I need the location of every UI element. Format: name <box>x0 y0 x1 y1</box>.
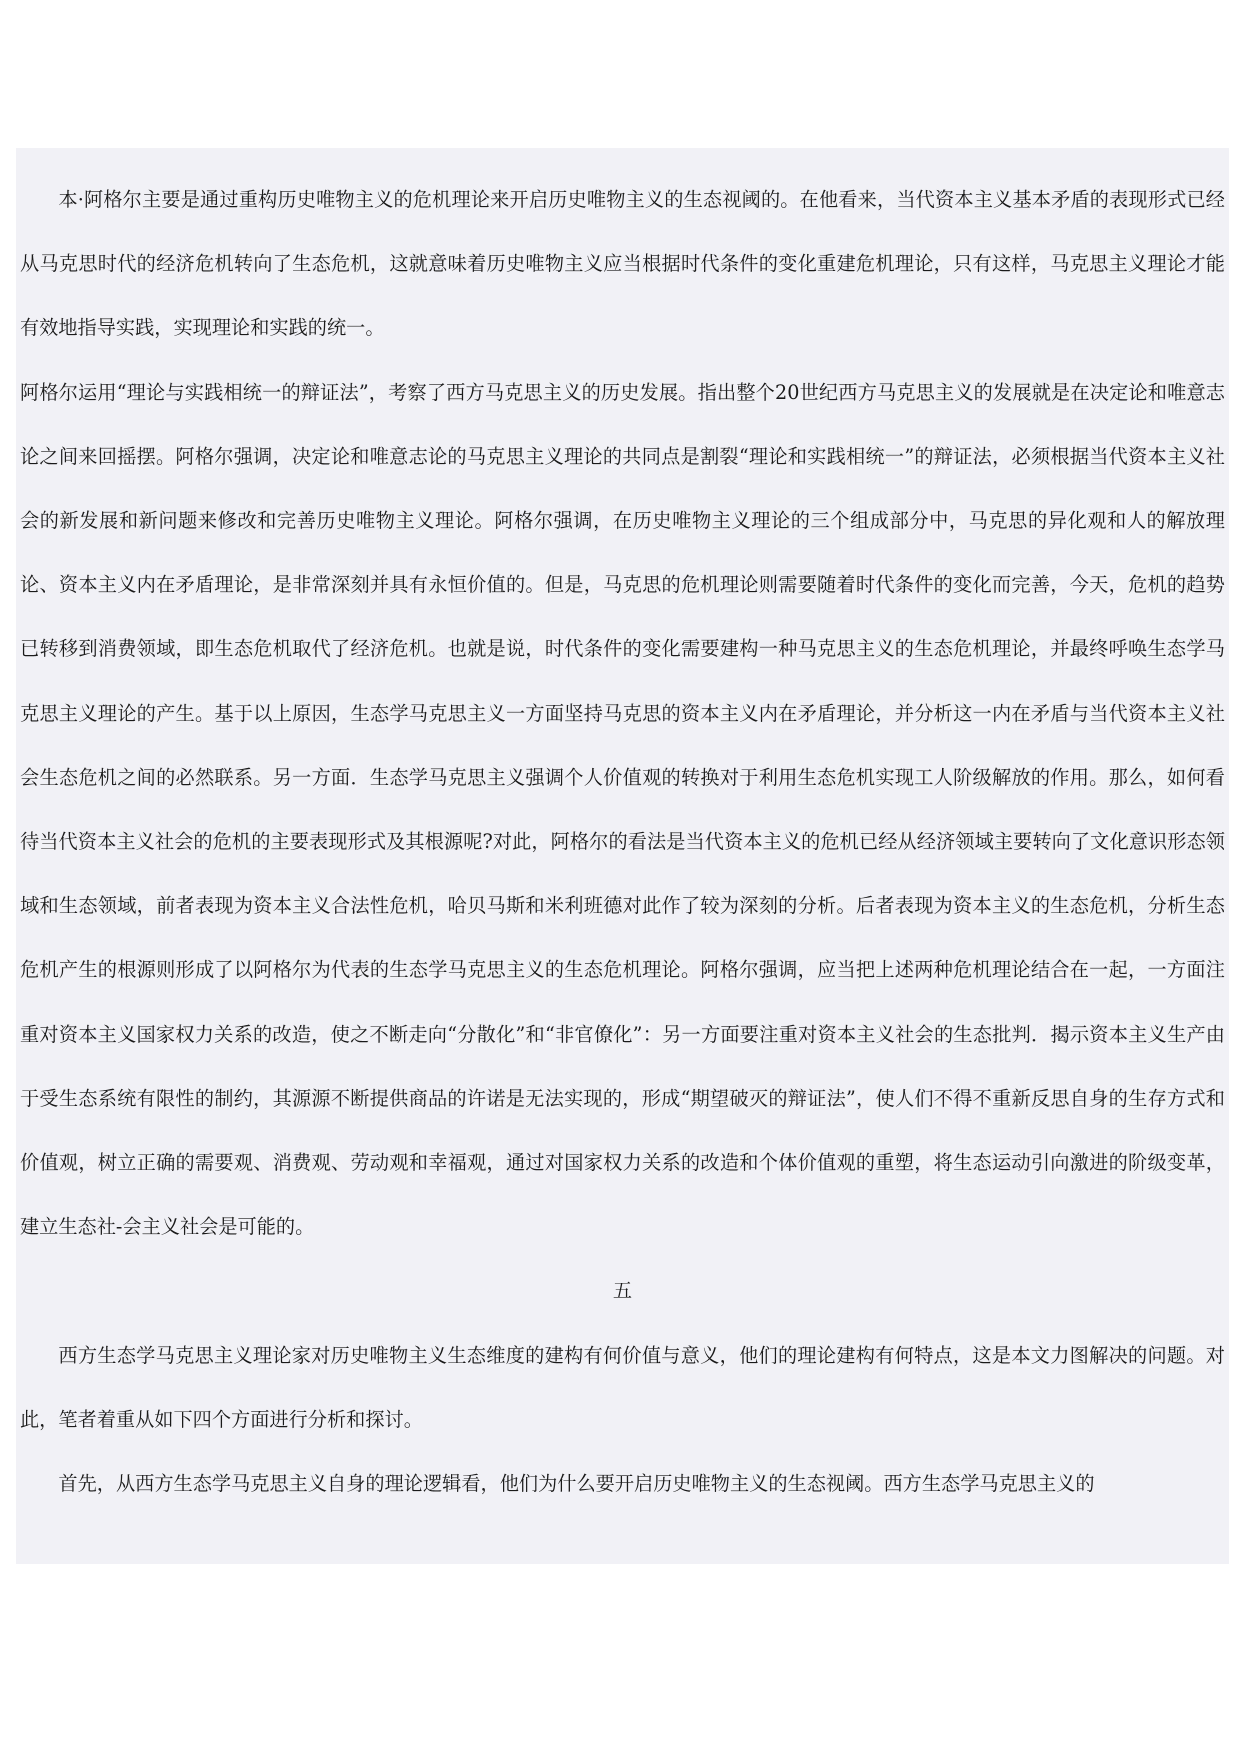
paragraph-2: 阿格尔运用“理论与实践相统一的辩证法”，考察了西方马克思主义的历史发展。指出整个20世纪西方马克思主义的发展就是在决定论和唯意志论之间来回摇摆。阿格尔强调，决定论和唯意志论的马克思主义理论的共同点是割裂“理论和实践相统一”的辩证法，必须根据当代资本主义社会的新发展和新问题来修改和完善历史唯物主义理论。阿格尔强调，在历史唯物主义理论的三个组成部分中，马克思的异化观和人的解放理论、资本主义内在矛盾理论，是非常深刻并具有永恒价值的。但是，马克思的危机理论则需要随着时代条件的变化而完善，今天，危机的趋势已转移到消费领域，即生态危机取代了经济危机。也就是说，时代条件的变化需要建构一种马克思主义的生态危机理论，并最终呼唤生态学马克思主义理论的产生。基于以上原因，生态学马克思主义一方面坚持马克思的资本主义内在矛盾理论，并分析这一内在矛盾与当代资本主义社会生态危机之间的必然联系。另一方面．生态学马克思主义强调个人价值观的转换对于利用生态危机实现工人阶级解放的作用。那么，如何看待当代资本主义社会的危机的主要表现形式及其根源呢?对此，阿格尔的看法是当代资本主义的危机已经从经济领域主要转向了文化意识形态领域和生态领域，前者表现为资本主义合法性危机，哈贝马斯和米利班德对此作了较为深刻的分析。后者表现为资本主义的生态危机，分析生态危机产生的根源则形成了以阿格尔为代表的生态学马克思主义的生态危机理论。阿格尔强调，应当把上述两种危机理论结合在一起，一方面注重对资本主义国家权力关系的改造，使之不断走向“分散化”和“非官僚化”：另一方面要注重对资本主义社会的生态批判．揭示资本主义生产由于受生态系统有限性的制约，其源源不断提供商品的许诺是无法实现的，形成“期望破灭的辩证法”，使人们不得不重新反思自身的生存方式和价值观，树立正确的需要观、消费观、劳动观和幸福观，通过对国家权力关系的改造和个体价值观的重塑，将生态运动引向激进的阶级变革，建立生态社-会主义社会是可能的。 <box>20 380 1225 1239</box>
section-heading: 五 <box>612 1279 633 1303</box>
document-body <box>16 148 1229 1564</box>
paragraph-1: 本·阿格尔主要是通过重构历史唯物主义的危机理论来开启历史唯物主义的生态视阈的。在他看来，当代资本主义基本矛盾的表现形式已经从马克思时代的经济危机转向了生态危机，这就意味着历史唯物主义应当根据时代条件的变化重建危机理论，只有这样，马克思主义理论才能有效地指导实践，实现理论和实践的统一。 <box>20 188 1225 340</box>
paragraph-3: 西方生态学马克思主义理论家对历史唯物主义生态维度的建构有何价值与意义，他们的理论建构有何特点，这是本文力图解决的问题。对此，笔者着重从如下四个方面进行分析和探讨。 <box>20 1343 1225 1431</box>
paragraph-4: 首先，从西方生态学马克思主义自身的理论逻辑看，他们为什么要开启历史唯物主义的生态视阈。西方生态学马克思主义的 <box>58 1472 1095 1496</box>
